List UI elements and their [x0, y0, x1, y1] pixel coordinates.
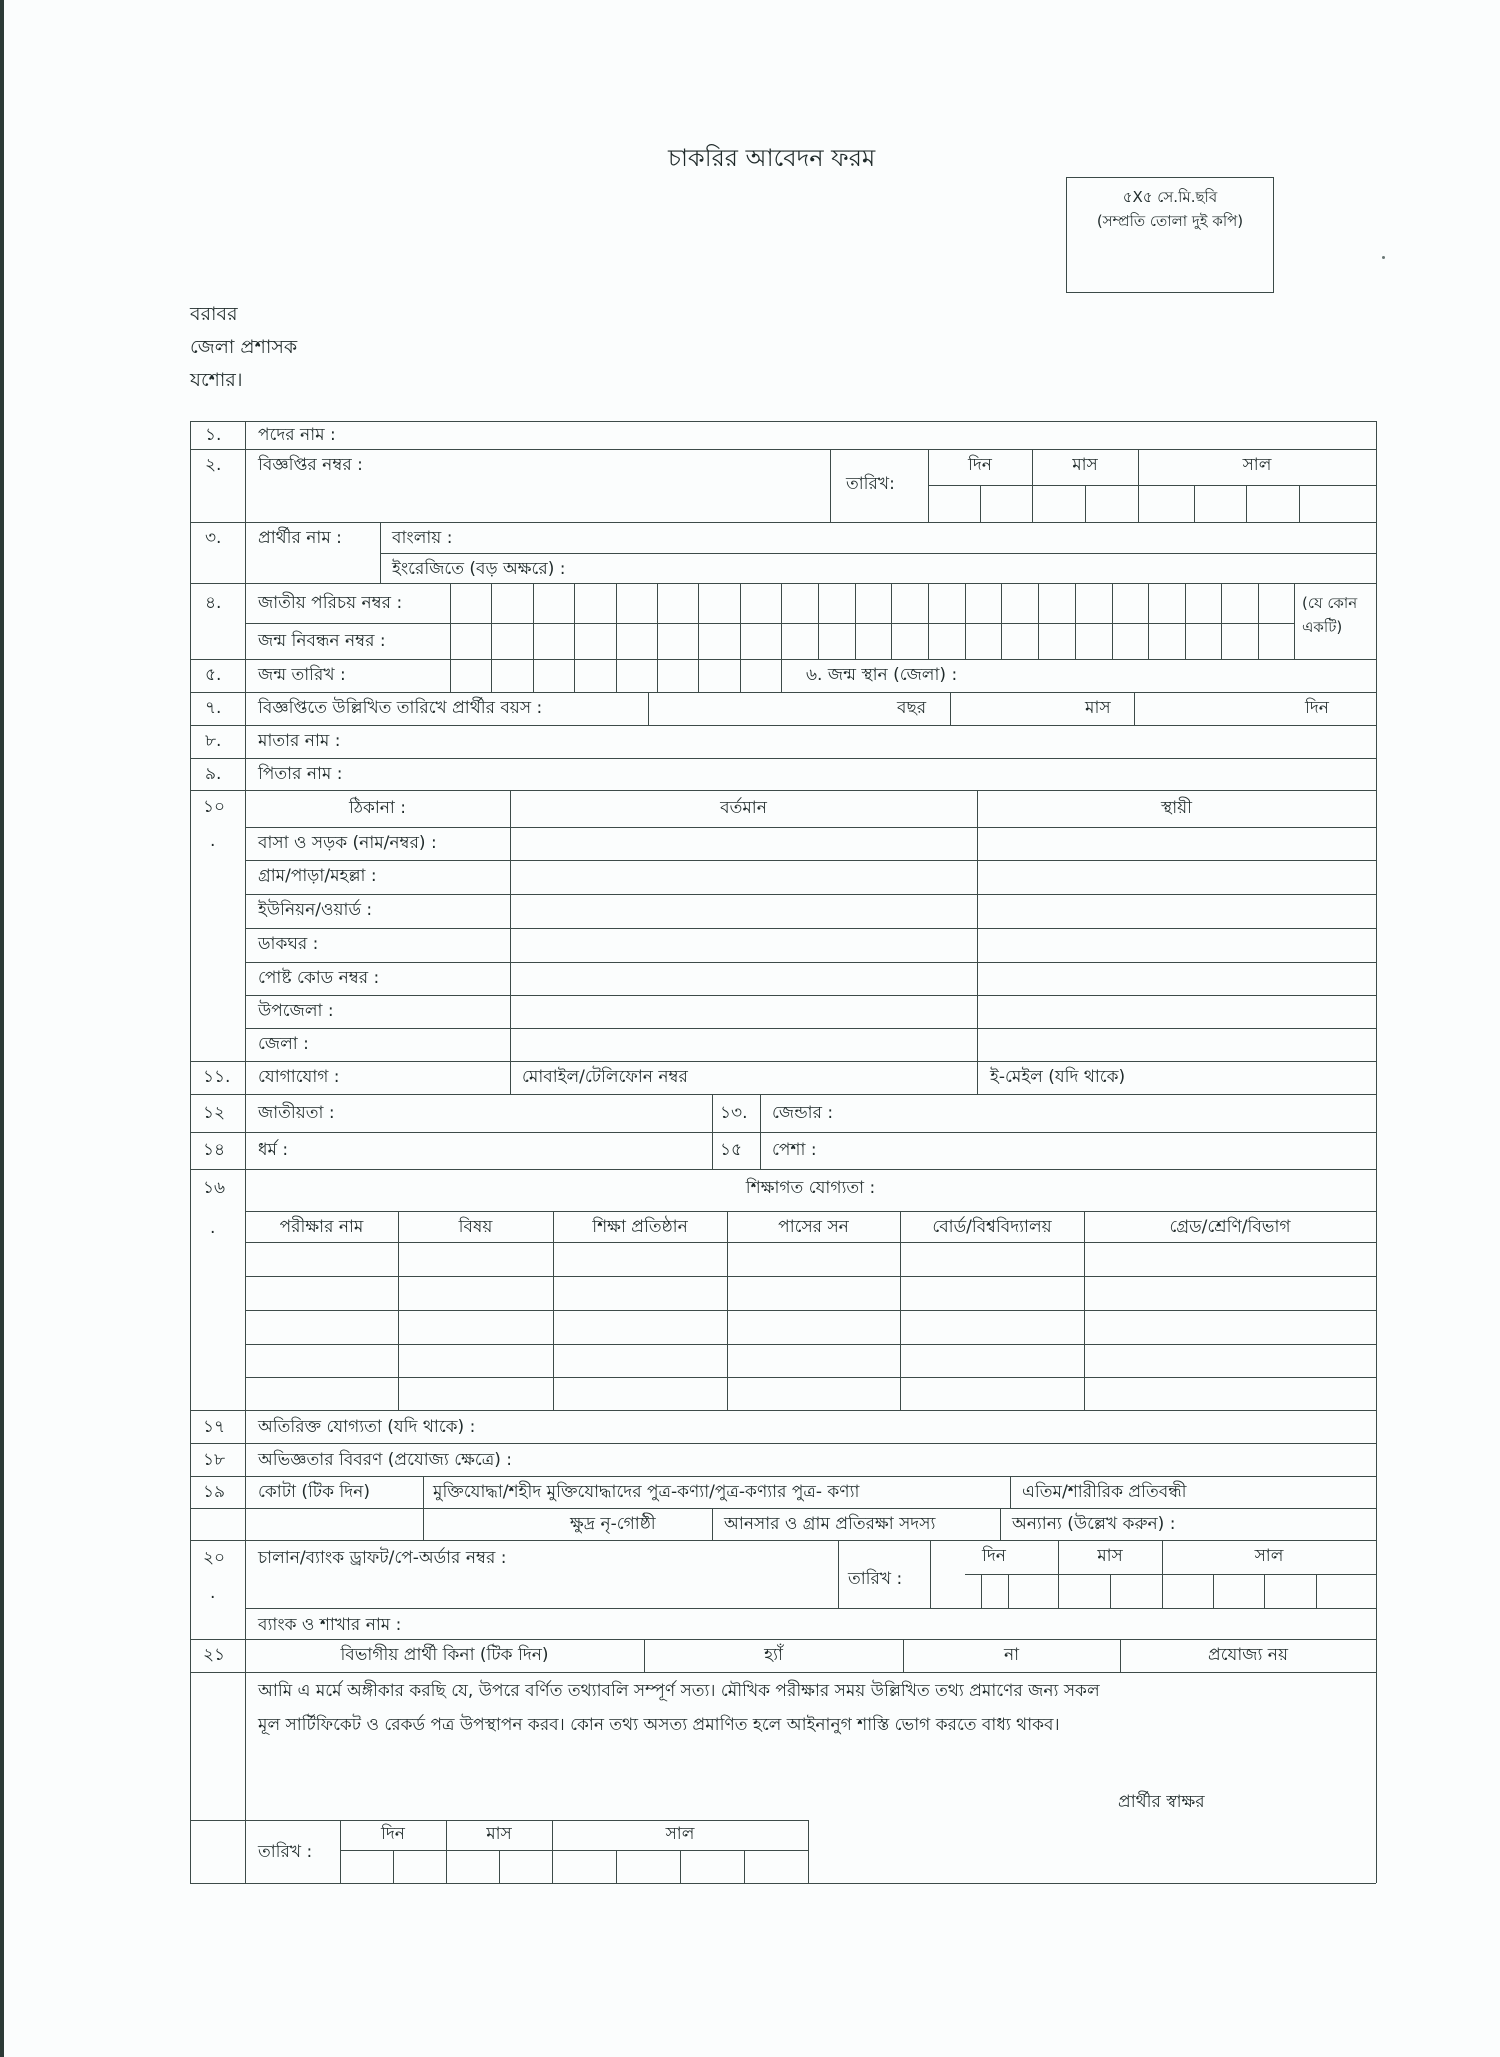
departmental-no-option[interactable]: না	[1003, 1645, 1020, 1665]
permanent-union-input[interactable]	[980, 896, 1376, 928]
quota-other-option[interactable]: অন্যান্য (উল্লেখ করুন) :	[1012, 1514, 1176, 1534]
education-row-4[interactable]	[247, 1346, 1378, 1378]
addressee-line-1: বরাবর	[190, 303, 238, 325]
either-one-note-1: (যে কোন	[1302, 594, 1358, 612]
mother-name-input[interactable]	[360, 727, 1374, 758]
declaration-date-input[interactable]	[342, 1852, 810, 1883]
education-label: শিক্ষাগত যোগ্যতা :	[745, 1178, 876, 1198]
row-18-number: ১৮	[203, 1450, 226, 1470]
permanent-address-header: স্থায়ী	[1160, 798, 1193, 818]
row-5-number: ৫.	[205, 665, 222, 685]
challan-number-input[interactable]	[258, 1572, 837, 1606]
address-village-label: গ্রাম/পাড়া/মহল্লা :	[258, 866, 377, 886]
table-border-right	[1376, 421, 1377, 1883]
row-16-number: ১৬	[203, 1178, 226, 1198]
mobile-label: মোবাইল/টেলিফোন নম্বর	[522, 1067, 688, 1087]
additional-qualification-label: অতিরিক্ত যোগ্যতা (যদি থাকে) :	[258, 1417, 476, 1437]
birth-registration-input[interactable]	[452, 625, 1296, 659]
photo-box[interactable]	[1066, 177, 1274, 293]
nid-label: জাতীয় পরিচয় নম্বর :	[258, 593, 403, 613]
challan-month-header: মাস	[1097, 1546, 1123, 1566]
quota-freedom-fighter-option[interactable]: মুক্তিযোদ্ধা/শহীদ মুক্তিযোদ্ধাদের পুত্র-কণ্যা/পুত্র-কণ্যার পুত্র- কণ্যা	[433, 1482, 860, 1502]
religion-label: ধর্ম :	[258, 1140, 289, 1160]
email-label: ই-মেইল (যদি থাকে)	[990, 1067, 1126, 1087]
permanent-district-input[interactable]	[980, 1030, 1376, 1061]
signature-area[interactable]	[1060, 1735, 1360, 1790]
challan-date-input[interactable]	[932, 1576, 1378, 1608]
row-2-number: ২.	[205, 455, 222, 475]
education-row-5[interactable]	[247, 1378, 1378, 1410]
name-bangla-label: বাংলায় :	[392, 528, 453, 548]
circular-date-label: তারিখ:	[846, 474, 895, 494]
father-name-label: পিতার নাম :	[258, 764, 343, 784]
address-upazila-label: উপজেলা :	[258, 1001, 334, 1021]
scan-edge	[0, 0, 4, 2057]
age-years-label: বছর	[897, 698, 927, 718]
name-english-input[interactable]	[630, 556, 1374, 583]
nationality-label: জাতীয়তা :	[258, 1103, 335, 1123]
education-row-2[interactable]	[247, 1278, 1378, 1310]
declaration-line-2: মূল সার্টিফিকেট ও রেকর্ড পত্র উপস্থাপন করব। কোন তথ্য অসত্য প্রমাণিত হলে আইনানুগ শাস্তি ভোগ করতে বাধ্য থাকব।	[258, 1715, 1060, 1735]
quota-label: কোটা (টিক দিন)	[258, 1482, 370, 1502]
row-21-number: ২১	[203, 1645, 226, 1665]
circular-year-header: সাল	[1242, 455, 1272, 475]
age-months-input[interactable]	[954, 694, 1078, 725]
row-12-number: ১২	[203, 1103, 226, 1123]
row-10-number: ১০	[203, 797, 226, 817]
circular-month-header: মাস	[1072, 455, 1098, 475]
circular-number-input[interactable]	[390, 452, 824, 520]
name-english-label: ইংরেজিতে (বড় অক্ষরে) :	[392, 559, 566, 579]
age-label: বিজ্ঞপ্তিতে উল্লিখিত তারিখে প্রার্থীর বয়স :	[258, 698, 543, 718]
challan-day-header: দিন	[982, 1546, 1006, 1566]
quota-ethnic-minority-option[interactable]: ক্ষুদ্র নৃ-গোষ্ঠী	[570, 1514, 656, 1534]
row-16-dot: .	[210, 1218, 216, 1238]
father-name-input[interactable]	[360, 760, 1374, 790]
departmental-not-applicable-option[interactable]: প্রযোজ্য নয়	[1208, 1645, 1288, 1665]
applicant-name-label: প্রার্থীর নাম :	[258, 528, 342, 548]
circular-day-header: দিন	[968, 455, 992, 475]
row-10-dot: .	[210, 831, 216, 851]
address-union-label: ইউনিয়ন/ওয়ার্ড :	[258, 900, 373, 920]
row-15-number: ১৫	[720, 1140, 743, 1160]
address-label: ঠিকানা :	[349, 798, 406, 818]
addressee-line-3: যশোর।	[190, 369, 243, 391]
present-village-input[interactable]	[514, 862, 978, 894]
nationality-input[interactable]	[360, 1097, 712, 1131]
row-8-number: ৮.	[205, 731, 222, 751]
row-19-number: ১৯	[203, 1482, 226, 1502]
present-address-header: বর্তমান	[720, 798, 767, 818]
experience-label: অভিজ্ঞতার বিবরণ (প্রযোজ্য ক্ষেত্রে) :	[258, 1450, 512, 1470]
quota-orphan-disabled-option[interactable]: এতিম/শারীরিক প্রতিবন্ধী	[1022, 1482, 1187, 1502]
present-post-office-input[interactable]	[514, 930, 978, 962]
present-post-code-input[interactable]	[514, 964, 978, 995]
permanent-upazila-input[interactable]	[980, 997, 1376, 1028]
table-border-left	[190, 421, 191, 1883]
nid-number-input[interactable]	[452, 585, 1296, 623]
row-13-number: ১৩.	[720, 1103, 748, 1123]
edu-col-institution: শিক্ষা প্রতিষ্ঠান	[592, 1217, 688, 1237]
birth-place-input[interactable]	[1000, 661, 1374, 692]
edu-col-board: বোর্ড/বিশ্ববিদ্যালয়	[932, 1217, 1052, 1237]
declaration-day-header: দিন	[381, 1824, 405, 1844]
age-days-label: দিন	[1305, 698, 1329, 718]
declaration-date-label: তারিখ :	[258, 1842, 313, 1862]
row-1-number: ১.	[205, 425, 222, 445]
education-row-1[interactable]	[247, 1244, 1378, 1276]
row-11-number: ১১.	[203, 1067, 231, 1087]
circular-number-label: বিজ্ঞপ্তির নম্বর :	[258, 455, 363, 475]
present-upazila-input[interactable]	[514, 997, 978, 1028]
gender-label: জেন্ডার :	[772, 1103, 834, 1123]
additional-qualification-input[interactable]	[540, 1413, 1374, 1443]
birth-registration-label: জন্ম নিবন্ধন নম্বর :	[258, 631, 386, 651]
addressee-line-2: জেলা প্রশাসক	[190, 336, 298, 358]
challan-number-label: চালান/ব্যাংক ড্রাফট/পে-অর্ডার নম্বর :	[258, 1548, 507, 1568]
scan-speck	[1382, 256, 1385, 259]
permanent-post-code-input[interactable]	[980, 964, 1376, 995]
address-house-road-label: বাসা ও সড়ক (নাম/নম্বর) :	[258, 833, 437, 853]
edu-col-passing-year: পাসের সন	[778, 1217, 849, 1237]
present-union-input[interactable]	[514, 896, 978, 928]
permanent-house-road-input[interactable]	[980, 829, 1376, 860]
quota-ansar-vdp-option[interactable]: আনসার ও গ্রাম প্রতিরক্ষা সদস্য	[724, 1514, 936, 1534]
education-row-3[interactable]	[247, 1312, 1378, 1344]
photo-size-label: ৫X৫ সে.মি.ছবি	[1122, 188, 1218, 206]
form-title: চাকরির আবেদন ফরম	[668, 144, 876, 172]
challan-year-header: সাল	[1254, 1546, 1284, 1566]
row-17-number: ১৭	[203, 1417, 226, 1437]
circular-date-input[interactable]	[930, 487, 1378, 522]
row-20-number: ২০	[203, 1548, 226, 1568]
birth-place-label: ৬. জন্ম স্থান (জেলা) :	[806, 665, 958, 685]
declaration-line-1: আমি এ মর্মে অঙ্গীকার করছি যে, উপরে বর্ণিত তথ্যাবলি সম্পূর্ণ সত্য। মৌখিক পরীক্ষার সময় উল্লিখিত তথ্য প্রমাণের জন্য সকল	[258, 1681, 1100, 1701]
experience-input[interactable]	[580, 1446, 1374, 1476]
either-one-note-2: একটি)	[1302, 618, 1343, 636]
bank-branch-input[interactable]	[420, 1611, 1374, 1639]
age-months-label: মাস	[1085, 698, 1111, 718]
challan-date-label: তারিখ :	[848, 1569, 903, 1589]
signature-label: প্রার্থীর স্বাক্ষর	[1118, 1792, 1205, 1812]
name-bangla-input[interactable]	[480, 525, 1374, 553]
address-district-label: জেলা :	[258, 1034, 309, 1054]
row-9-number: ৯.	[205, 764, 222, 784]
post-name-label: পদের নাম :	[258, 425, 336, 445]
post-name-input[interactable]	[370, 423, 1374, 449]
religion-input[interactable]	[320, 1135, 712, 1168]
row-3-number: ৩.	[205, 528, 222, 548]
address-post-office-label: ডাকঘর :	[258, 934, 319, 954]
declaration-year-header: সাল	[665, 1824, 695, 1844]
occupation-label: পেশা :	[772, 1140, 817, 1160]
present-house-road-input[interactable]	[514, 829, 978, 860]
occupation-input[interactable]	[850, 1135, 1374, 1168]
row-4-number: ৪.	[205, 593, 222, 613]
departmental-candidate-label: বিভাগীয় প্রার্থী কিনা (টিক দিন)	[340, 1645, 549, 1665]
date-of-birth-label: জন্ম তারিখ :	[258, 665, 346, 685]
mother-name-label: মাতার নাম :	[258, 731, 341, 751]
edu-col-exam: পরীক্ষার নাম	[279, 1217, 364, 1237]
permanent-village-input[interactable]	[980, 862, 1376, 894]
row-7-number: ৭.	[205, 698, 222, 718]
row-20-dot: .	[210, 1583, 216, 1603]
edu-col-grade: গ্রেড/শ্রেণি/বিভাগ	[1169, 1217, 1291, 1237]
bank-branch-label: ব্যাংক ও শাখার নাম :	[258, 1615, 402, 1635]
declaration-month-header: মাস	[486, 1824, 512, 1844]
departmental-yes-option[interactable]: হ্যাঁ	[764, 1645, 783, 1665]
age-years-input[interactable]	[652, 694, 896, 725]
edu-col-subject: বিষয়	[458, 1217, 493, 1237]
contact-label: যোগাযোগ :	[258, 1067, 340, 1087]
address-post-code-label: পোষ্ট কোড নম্বর :	[258, 968, 380, 988]
photo-copies-label: (সম্প্রতি তোলা দুই কপি)	[1096, 212, 1244, 230]
row-14-number: ১৪	[203, 1140, 226, 1160]
gender-input[interactable]	[860, 1097, 1374, 1131]
present-district-input[interactable]	[514, 1030, 978, 1061]
permanent-post-office-input[interactable]	[980, 930, 1376, 962]
date-of-birth-input[interactable]	[452, 661, 784, 692]
age-days-input[interactable]	[1138, 694, 1302, 725]
